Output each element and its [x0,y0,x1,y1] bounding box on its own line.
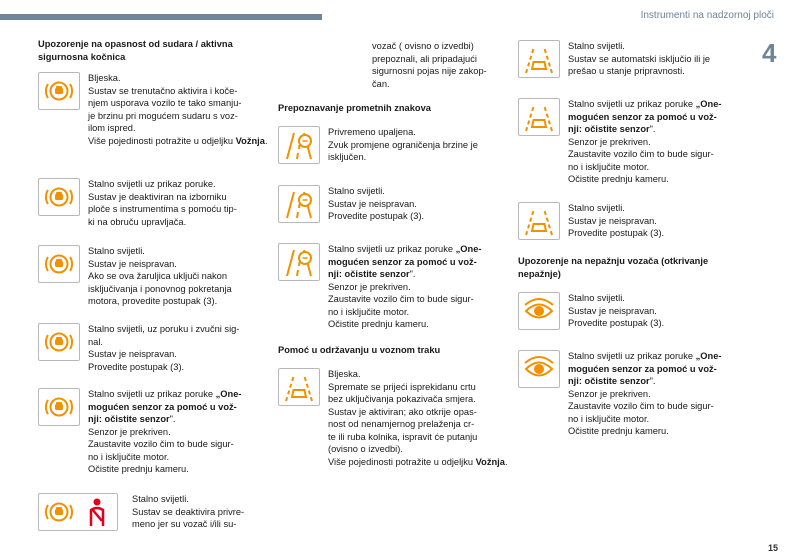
entry-tail: . [504,456,508,467]
collision-warning-icon [43,181,75,213]
seatbelt-icon [81,496,113,528]
entry-text: Stalno svijetli. Sustav je neispravan. Provedite postupak (3). [568,203,665,238]
entry-bold: Vožnja [235,135,265,146]
entry-bold: „One- mogućen senzor za pomoć u vož- nji: očistite senzor [568,351,722,386]
collision-warning-icon [43,248,75,280]
chapter-number: 4 [762,38,777,68]
lane-keeping-icon [523,101,555,133]
entry-text: Stalno svijetli. Sustav je neispravan. Ako se ova žaruljica uključi nakon isključivanja i ponovnog pokretanja motora, provedite postupak (3). [88,246,232,306]
warning-lamp [38,245,80,283]
driver-attention-icon [523,295,555,327]
warning-lamp [38,178,80,216]
warning-lamp [38,388,80,426]
entry-text: ". Senzor je prekriven. Zaustavite vozilo čim to bude sigur- no i isključite motor. Očistite prednju kameru. [88,414,234,474]
warning-lamp [38,493,118,531]
entry-text: Bljeska. Sustav se trenutačno aktivira i koče- njem usporava vozilo te tako smanju- je brzinu pri mogućem sudaru s voz- ilom ispred. Više pojedinosti potražite u odjeljku [88,73,242,146]
traffic-sign-recognition-icon [283,129,315,161]
entry-bold: „One- mogućen senzor za pomoć u vož- nji: očistite senzor [568,99,722,134]
collision-warning-icon [43,496,75,528]
traffic-sign-recognition-icon [283,188,315,220]
lane-keeping-icon [523,205,555,237]
warning-lamp [278,243,320,281]
warning-lamp [278,126,320,164]
page-header-title: Instrumenti na nadzornoj ploči [640,10,774,21]
section-heading: Upozorenje na nepažnju vozača (otkrivanje nepažnje) [518,256,709,279]
section-heading: Prepoznavanje prometnih znakova [278,103,431,113]
column-2 [278,0,508,559]
page-number: 15 [767,543,778,553]
lane-keeping-icon [523,43,555,75]
entry-text: Stalno svijetli. Sustav se deaktivira privre- meno jer su vozač i/ili su- [132,494,245,529]
warning-lamp [518,202,560,240]
entry-text: ". Senzor je prekriven. Zaustavite vozilo čim to bude sigur- no i isključite motor. Očistite prednju kameru. [568,124,714,184]
collision-warning-icon [43,391,75,423]
entry-tail: . [264,135,268,146]
entry-bold: Vožnja [475,456,505,467]
driver-attention-icon [523,353,555,385]
warning-lamp [518,40,560,78]
lane-keeping-icon [283,371,315,403]
warning-lamp [38,72,80,110]
warning-lamp [518,292,560,330]
traffic-sign-recognition-icon [283,246,315,278]
entry-text: Stalno svijetli. Sustav se automatski isključio ili je prešao u stanje pripravnosti. [568,41,711,76]
entry-text: Stalno svijetli. Sustav je neispravan. Provedite postupak (3). [568,293,665,328]
entry-text: ". Senzor je prekriven. Zaustavite vozilo čim to bude sigur- no i isključite motor. Očistite prednju kameru. [568,376,714,436]
entry-text: Stalno svijetli. Sustav je neispravan. Provedite postupak (3). [328,186,425,221]
entry-prefix: Stalno svijetli uz prikaz poruke [328,244,456,254]
column-3 [518,0,748,559]
continuation-text: vozač ( ovisno o izvedbi) prepoznali, ali pripadajući sigurnosni pojas nije zakop- čan. [372,41,487,89]
collision-warning-icon [43,75,75,107]
entry-text: Stalno svijetli uz prikaz poruke. Sustav je deaktiviran na izborniku ploče s instrumentima s pomoću tip- ki na obruču upravljača. [88,179,237,227]
column-1-entries [38,0,278,559]
entry-prefix: Stalno svijetli uz prikaz poruke [568,99,696,109]
entry-text: ". Senzor je prekriven. Zaustavite vozilo čim to bude sigur- no i isključite motor. Očistite prednju kameru. [328,269,474,329]
entry-prefix: Stalno svijetli uz prikaz poruke [88,389,216,399]
entry-bold: „One- mogućen senzor za pomoć u vož- nji: očistite senzor [328,244,482,279]
warning-lamp [518,98,560,136]
entry-text: Privremeno upaljena. Zvuk promjene ograničenja brzine je isključen. [328,127,478,162]
section-heading: Upozorenje na opasnost od sudara / aktivna sigurnosna kočnica [38,39,233,62]
warning-lamp [518,350,560,388]
entry-text: Stalno svijetli, uz poruku i zvučni sig- nal. Sustav je neispravan. Provedite postupak (3). [88,324,240,372]
entry-prefix: Stalno svijetli uz prikaz poruke [568,351,696,361]
section-heading: Pomoć u održavanju u voznom traku [278,345,441,355]
warning-lamp [278,368,320,406]
collision-warning-icon [43,326,75,358]
warning-lamp [278,185,320,223]
warning-lamp [38,323,80,361]
entry-text: Bljeska. Spremate se prijeći isprekidanu crtu bez uključivanja pokazivača smjera. Sustav je aktiviran; ako otkrije opas- nost od nenamjernog prelaženja cr- te ili ruba kolnika, ispravit će putanju (ovisno o izvedbi). Više pojedinosti potražite u odjeljku [328,369,478,467]
entry-bold: „One- mogućen senzor za pomoć u vož- nji: očistite senzor [88,389,242,424]
